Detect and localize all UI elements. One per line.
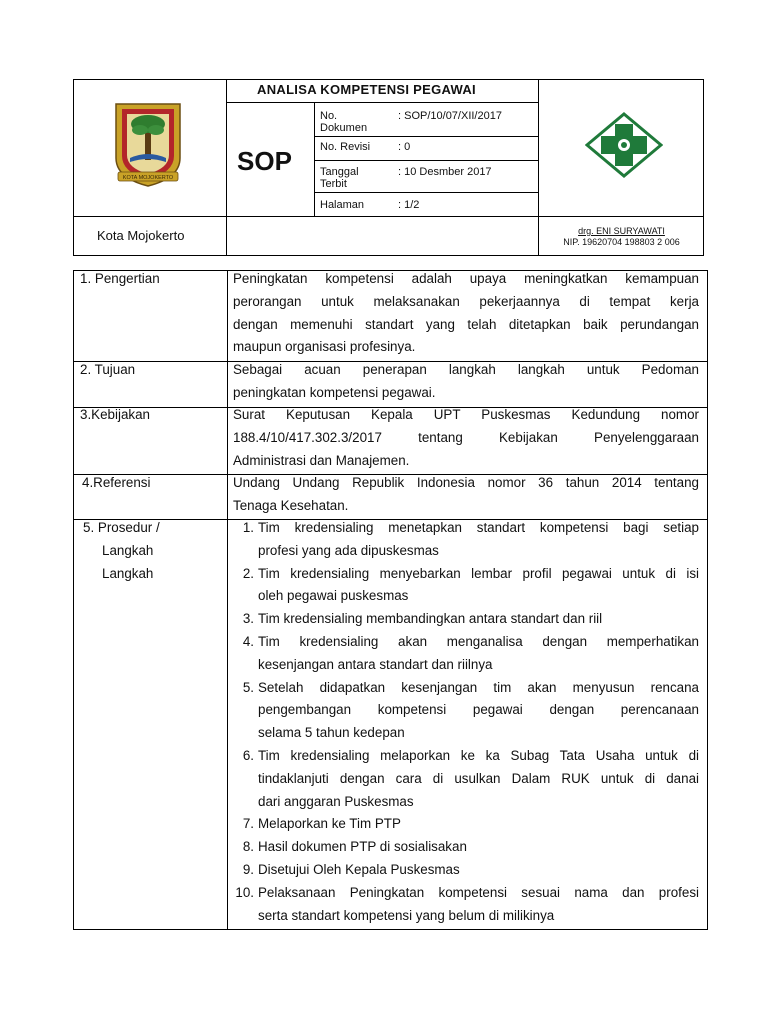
list-item	[226, 836, 699, 859]
list-item	[226, 677, 699, 745]
meta-label-line2: Dokumen	[320, 122, 368, 134]
section-label-tujuan: 2. Tujuan	[80, 362, 136, 377]
step-line: kesenjangan antara standart dan riilnya	[258, 656, 493, 672]
section-label-referensi: 4.Referensi	[82, 475, 151, 490]
text-line: Surat Keputusan Kepala UPT Puskesmas Kedundung nomor	[233, 407, 699, 422]
step-number: 8.	[242, 839, 254, 855]
section-label-kebijakan: 3.Kebijakan	[80, 407, 150, 422]
text-line: Undang Undang Republik Indonesia nomor 36 tahun 2014 tentang	[233, 475, 699, 490]
step-line: Disetujui Oleh Kepala Puskesmas	[258, 861, 460, 877]
text-line: Administrasi dan Manajemen.	[233, 452, 410, 468]
list-item	[226, 882, 699, 928]
procedure-steps	[226, 517, 699, 927]
text-line: maupun organisasi profesinya.	[233, 339, 416, 355]
meta-label-line2: Terbit	[320, 178, 347, 190]
list-item	[226, 859, 699, 882]
text-line: 188.4/10/417.302.3/2017 tentang Kebijakan Penyelenggaraan	[233, 429, 699, 445]
meta-label-line1: No.	[320, 110, 338, 122]
section-text-pengertian	[233, 268, 699, 359]
step-number: 4.	[242, 633, 254, 649]
text-line: perorangan untuk melaksanakan pekerjaannya di tempat kerja	[233, 293, 699, 309]
signer-nip: NIP. 19620704 198803 2 006	[563, 237, 680, 247]
step-number: 1.	[242, 520, 254, 535]
label-line: 5. Prosedur /	[83, 520, 160, 535]
step-line: dari anggaran Puskesmas	[258, 793, 414, 809]
step-line: profesi yang ada dipuskesmas	[258, 542, 439, 558]
step-line: selama 5 tahun kedepan	[258, 725, 405, 741]
step-line: oleh pegawai puskesmas	[258, 588, 409, 604]
sop-label: SOP	[237, 146, 292, 176]
step-number: 2.	[242, 565, 254, 581]
section-label-pengertian: 1. Pengertian	[80, 271, 160, 286]
crest-banner-text: KOTA MOJOKERTO	[122, 175, 174, 181]
list-item	[226, 813, 699, 836]
step-number: 10.	[235, 884, 254, 900]
list-item	[226, 631, 699, 677]
list-item	[226, 517, 699, 563]
step-number: 3.	[242, 611, 254, 627]
list-item	[226, 608, 699, 631]
signer-name: drg. ENI SURYAWATI	[578, 226, 665, 236]
step-line: Tim kredensialing akan menganalisa dengan memperhatikan	[258, 633, 699, 649]
step-number: 9.	[242, 861, 254, 877]
puskesmas-cross-icon	[585, 112, 663, 178]
step-line: Pelaksanaan Peningkatan kompetensi sesuai nama dan profesi	[258, 884, 699, 900]
page-title: ANALISA KOMPETENSI PEGAWAI	[257, 82, 476, 97]
step-line: tindaklanjuti dengan cara di usulkan Dalam RUK untuk di danai	[258, 770, 699, 786]
meta-no-dokumen-value: : SOP/10/07/XII/2017	[398, 110, 502, 122]
meta-no-revisi-value: : 0	[398, 141, 411, 153]
step-line: Hasil dokumen PTP di sosialisakan	[258, 839, 467, 855]
label-line: Langkah	[102, 542, 154, 558]
kota-mojokerto-crest-icon	[110, 100, 186, 188]
section-label-prosedur	[83, 517, 160, 585]
step-line: Tim kredensialing menetapkan standart kompetensi bagi setiap	[258, 520, 699, 535]
meta-label-line1: Tanggal	[320, 166, 359, 178]
step-number: 7.	[242, 816, 254, 832]
text-line: Tenaga Kesehatan.	[233, 497, 349, 513]
step-line: Tim kredensialing membandingkan antara standart dan riil	[258, 611, 603, 627]
meta-tanggal-value: : 10 Desmber 2017	[398, 166, 492, 178]
step-line: serta standart kompetensi yang belum di milikinya	[258, 907, 555, 923]
section-text-tujuan	[233, 359, 699, 405]
section-text-kebijakan	[233, 404, 699, 472]
meta-halaman-value: : 1/2	[398, 199, 420, 211]
meta-no-dokumen-label	[320, 110, 367, 134]
text-line: dengan memenuhi standart yang telah ditetapkan baik perundangan	[233, 316, 699, 332]
step-line: Melaporkan ke Tim PTP	[258, 816, 401, 832]
signer-block	[544, 226, 699, 248]
label-line: Langkah	[102, 565, 154, 581]
text-line: Peningkatan kompetensi adalah upaya meningkatkan kemampuan	[233, 271, 699, 286]
step-number: 6.	[242, 747, 254, 763]
text-line: Sebagai acuan penerapan langkah langkah untuk Pedoman	[233, 362, 699, 377]
meta-tanggal-label	[320, 166, 359, 190]
meta-halaman-label: Halaman	[320, 199, 365, 211]
text-line: peningkatan kompetensi pegawai.	[233, 384, 436, 400]
step-line: Setelah didapatkan kesenjangan tim akan menyusun rencana	[258, 679, 699, 695]
section-text-referensi	[233, 472, 699, 518]
step-line: Tim kredensialing menyebarkan lembar profil pegawai untuk di isi	[258, 565, 699, 581]
left-caption: Kota Mojokerto	[97, 228, 185, 243]
step-line: pengembangan kompetensi pegawai dengan perencanaan	[258, 702, 699, 718]
list-item	[226, 745, 699, 813]
step-number: 5.	[242, 679, 254, 695]
step-line: Tim kredensialing melaporkan ke ka Subag Tata Usaha untuk di	[258, 747, 699, 763]
meta-no-revisi-label: No. Revisi	[320, 141, 371, 153]
list-item	[226, 563, 699, 609]
